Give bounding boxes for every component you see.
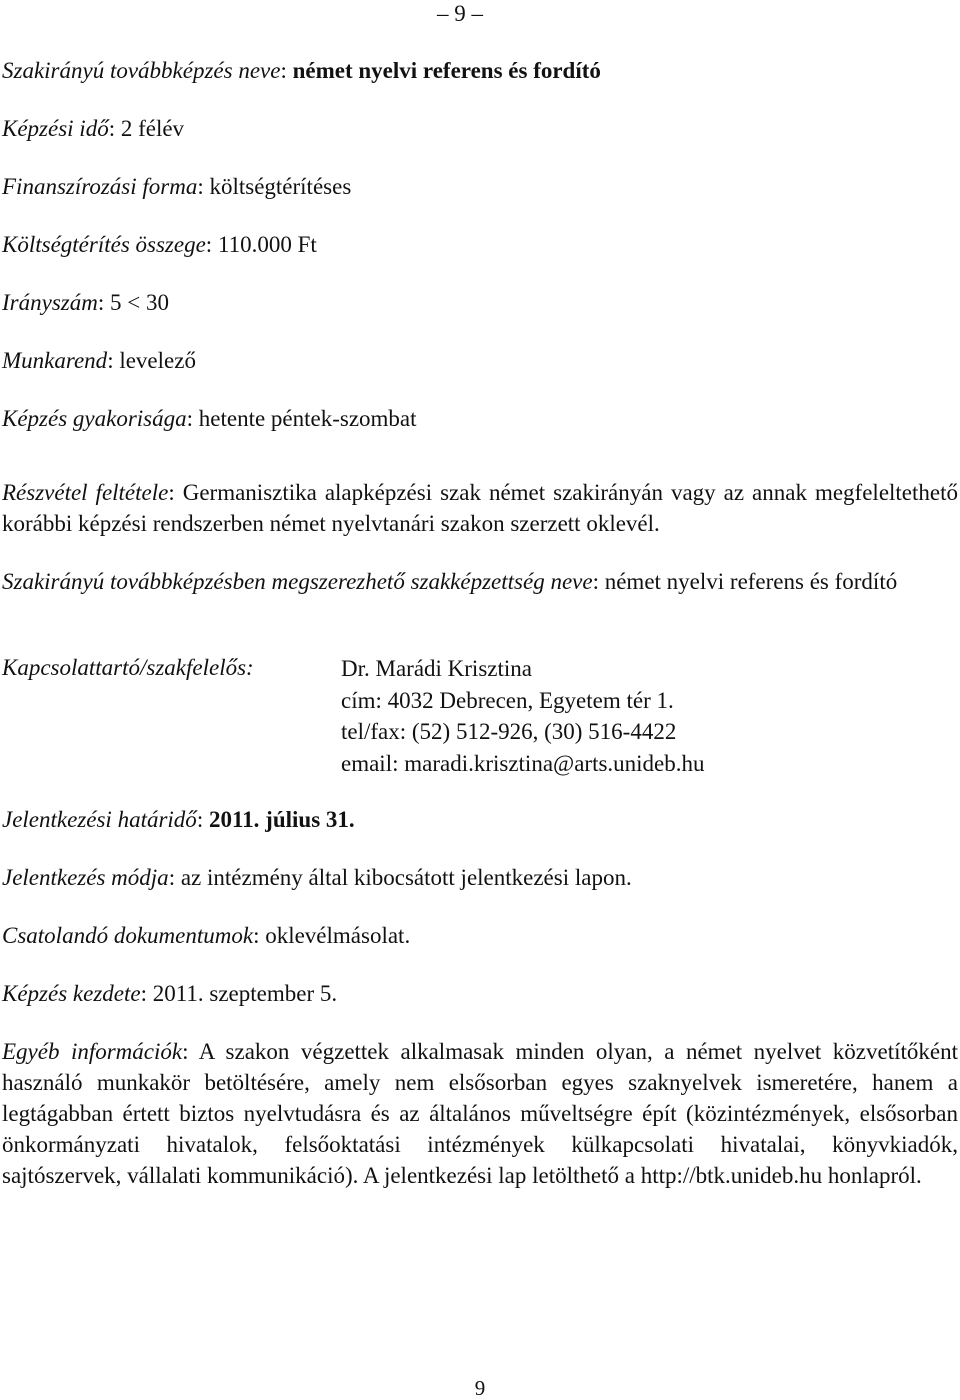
- field-start-date: Képzés kezdete: 2011. szeptember 5.: [2, 981, 338, 1006]
- field-value: német nyelvi referens és fordító: [604, 569, 898, 594]
- field-label: Irányszám: [2, 290, 98, 315]
- field-label: Képzési idő: [2, 116, 109, 141]
- field-label: Csatolandó dokumentumok: [2, 923, 254, 948]
- field-application-method: Jelentkezés módja: az intézmény által kibocsátott jelentkezési lapon.: [2, 865, 632, 890]
- field-label: Munkarend: [2, 348, 108, 373]
- field-deadline: Jelentkezési határidő: 2011. július 31.: [2, 807, 355, 832]
- field-label: Részvétel feltétele: [2, 480, 169, 505]
- field-label: Jelentkezési határidő: [2, 807, 197, 832]
- field-label: Képzés gyakorisága: [2, 406, 187, 431]
- page-footer-number: 9: [474, 1376, 486, 1400]
- field-value: oklevélmásolat.: [265, 923, 411, 948]
- field-admission-requirement: Részvétel feltétele: Germanisztika alapképzési szak német szakirányán vagy az annak megfeleltethető korábbi képzési rendszerben német nyelvtanári szakon szerzett oklevél.: [2, 480, 959, 536]
- field-value: 2011. július 31.: [208, 807, 355, 832]
- field-value: Germanisztika alapképzési szak német szakirányán vagy az annak megfeleltethető korábbi képzési rendszerben német nyelvtanári szakon szerzett oklevél.: [2, 480, 959, 536]
- field-label: Költségtérítés összege: [2, 232, 206, 257]
- field-other-info: Egyéb információk: A szakon végzettek alkalmasak minden olyan, a német nyelvet közvetítőként használó munkakör betöltésére, amely nem elsősorban egyes szaknyelvek ismeretére, hanem a legtágabban értett biztos nyelvtudásra és az általános műveltségre épít (közintézmények, elsősorban önkormányzati hivatalok, felsőoktatási intézmények külkapcsolati hivatalai, könyvkiadók, sajtószervek, vállalati kommunikáció). A jelentkezési lap letölthető a http://btk.unideb.hu honlapról.: [2, 1039, 958, 1188]
- field-value: költségtérítéses: [209, 174, 352, 199]
- field-work-schedule: Munkarend: levelező: [2, 348, 196, 373]
- field-value: A szakon végzettek alkalmasak minden olyan, a német nyelvet közvetítőként használó munkakör betöltésére, amely nem elsősorban egyes szaknyelvek ismeretére, hanem a legtágabban értett biztos nyelvtudásra és az általános műveltségre épít (közintézmények, elsősorban önkormányzati hivatalok, felsőoktatási intézmények külkapcsolati hivatalai, könyvkiadók, sajtószervek, vállalati kommunikáció). A jelentkezési lap letölthető a http://btk.unideb.hu honlapról.: [2, 1039, 958, 1188]
- field-label: Jelentkezés módja: [2, 865, 169, 890]
- field-fee: Költségtérítés összege: 110.000 Ft: [2, 232, 317, 257]
- field-value: hetente péntek-szombat: [198, 406, 417, 431]
- field-value: 110.000 Ft: [217, 232, 317, 257]
- contact-name: Dr. Marádi Krisztina: [341, 656, 532, 681]
- field-value: 2 félév: [120, 116, 185, 141]
- contact-phone: tel/fax: (52) 512-926, (30) 516-4422: [341, 719, 677, 744]
- field-target-number: Irányszám: 5 < 30: [2, 290, 169, 315]
- field-value: az intézmény által kibocsátott jelentkezési lapon.: [180, 865, 632, 890]
- contact-address: cím: 4032 Debrecen, Egyetem tér 1.: [341, 687, 674, 713]
- field-training-duration: Képzési idő: 2 félév: [2, 116, 185, 141]
- field-label: Szakirányú továbbképzés neve: [2, 58, 281, 83]
- field-documents: Csatolandó dokumentumok: oklevélmásolat.: [2, 923, 411, 948]
- field-financing: Finanszírozási forma: költségtérítéses: [2, 174, 352, 199]
- contact-label: Kapcsolattartó/szakfelelős:: [2, 655, 254, 680]
- field-qualification: Szakirányú továbbképzésben megszerezhető szakképzettség neve: német nyelvi referens és fordító: [2, 569, 898, 594]
- field-label: Képzés kezdete: [2, 981, 141, 1006]
- field-value: levelező: [119, 348, 196, 373]
- field-label: Egyéb információk: [2, 1039, 183, 1064]
- field-label: Finanszírozási forma: [2, 174, 198, 199]
- field-frequency: Képzés gyakorisága: hetente péntek-szombat: [2, 406, 417, 431]
- field-value: 5 < 30: [109, 290, 169, 315]
- contact-block: [341, 653, 705, 779]
- field-training-name: Szakirányú továbbképzés neve: német nyelvi referens és fordító: [2, 58, 601, 83]
- contact-email: email: maradi.krisztina@arts.unideb.hu: [341, 750, 705, 776]
- field-value: 2011. szeptember 5.: [152, 981, 338, 1006]
- field-label: Szakirányú továbbképzésben megszerezhető szakképzettség neve: [2, 569, 593, 594]
- page-header-number: – 9 –: [437, 1, 483, 26]
- field-value: német nyelvi referens és fordító: [292, 58, 601, 83]
